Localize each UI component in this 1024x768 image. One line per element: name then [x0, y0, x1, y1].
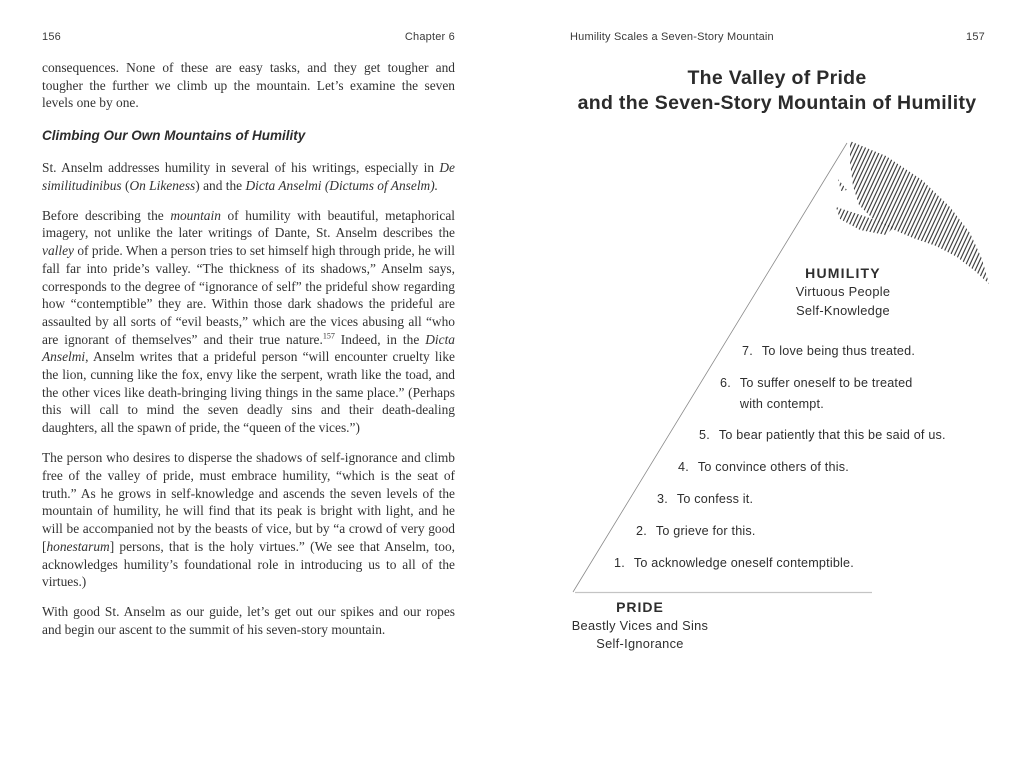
step-number: 6. — [720, 376, 731, 390]
step-text: To acknowledge oneself contemptible. — [633, 556, 854, 570]
mountain-step — [742, 341, 915, 362]
step-text: To suffer oneself to be treated with contempt. — [739, 376, 913, 411]
figure-title-line2: and the Seven-Story Mountain of Humility — [577, 92, 977, 114]
section-heading: Climbing Our Own Mountains of Humility — [42, 128, 306, 144]
page-number-right: 157 — [966, 31, 985, 43]
page-number-left: 156 — [42, 31, 61, 43]
step-text: To grieve for this. — [655, 524, 756, 538]
paragraph: Before describing the mountain of humility with beautiful, metaphorical imagery, not unlike the later writings of Dante, St. Anselm describes the valley of pride. When a person tries to set himself high through pride, he will fall far into pride’s valley. “The thickness of its shadows,” Anselm says, corresponds to the degree of “ignorance of self” the prideful show regarding how “contemptible” they are. Within those dark shadows the prideful are assaulted by all sorts of “evil beasts,” which are the vices abusing all “who are ignorant of themselves” and their true nature.$^{157}$ Indeed, in the Dicta Anselmi, Anselm writes that a prideful person “will encounter cruelty like the lion, cunning like the fox, envy like the serpent, wrath like the toad, and the other vices like death-bringing living things in the same place.” (Perhaps this will call to mind the seven deadly sins and their death-dealing daughters, all the spawn of pride, the “queen of the vices.”) — [42, 207, 455, 436]
step-number: 7. — [742, 344, 753, 358]
base-sub-beastly-vices: Beastly Vices and Sins — [571, 618, 709, 633]
step-text: To convince others of this. — [697, 460, 849, 474]
mountain-step — [657, 489, 753, 510]
step-number: 1. — [614, 556, 625, 570]
mountain-step — [699, 425, 946, 446]
step-number: 2. — [636, 524, 647, 538]
base-label-pride: PRIDE — [616, 599, 664, 615]
base-sub-self-ignorance: Self-Ignorance — [596, 635, 684, 651]
mountain-step — [614, 553, 854, 574]
paragraph: With good St. Anselm as our guide, let’s get out our spikes and our ropes and begin our ascent to the summit of his seven-story mountain. — [42, 604, 455, 638]
step-number: 5. — [699, 428, 710, 442]
summit-hatch-plume — [836, 141, 989, 284]
paragraph: The person who desires to disperse the shadows of self-ignorance and climb free of the valley of pride, must embrace humility, “which is the seat of truth.” As he grows in self-knowledge and ascends the seven levels of the mountain of humility, he will find that its peak is bright with light, and he will be accompanied not by the beasts of vice, but by “a crowd of very good [honestarum] persons, that is the holy virtues.” (We see that Anselm, too, acknowledges humility’s foundational role in introducing us to all of the virtues.) — [42, 450, 455, 590]
step-text: To bear patiently that this be said of us. — [718, 428, 946, 442]
running-header-title: Humility Scales a Seven-Story Mountain — [570, 31, 774, 43]
summit-sub-virtuous-people: Virtuous People — [795, 284, 891, 299]
mountain-step — [636, 521, 756, 542]
summit-label-humility: HUMILITY — [805, 265, 881, 281]
paragraph: St. Anselm addresses humility in several of his writings, especially in De similitudinibus (On Likeness) and the Dicta Anselmi (Dictums of Anselm). — [42, 159, 455, 193]
figure-title-line1: The Valley of Pride — [687, 67, 867, 89]
page-right — [512, 0, 1024, 768]
running-header-chapter: Chapter 6 — [404, 31, 455, 43]
valley-labels — [540, 598, 740, 652]
step-text: To confess it. — [676, 492, 754, 506]
summit-labels — [763, 264, 923, 320]
step-text: To love being thus treated. — [761, 344, 916, 358]
mountain-step — [678, 457, 849, 478]
paragraph: consequences. None of these are easy tasks, and they get tougher and tougher the further we climb up the mountain. Let’s examine the seven levels one by one. — [42, 60, 455, 111]
step-number: 3. — [657, 492, 668, 506]
summit-sub-self-knowledge: Self-Knowledge — [796, 302, 890, 318]
mountain-step — [720, 373, 938, 415]
body-text-column — [42, 59, 455, 651]
step-number: 4. — [678, 460, 689, 474]
